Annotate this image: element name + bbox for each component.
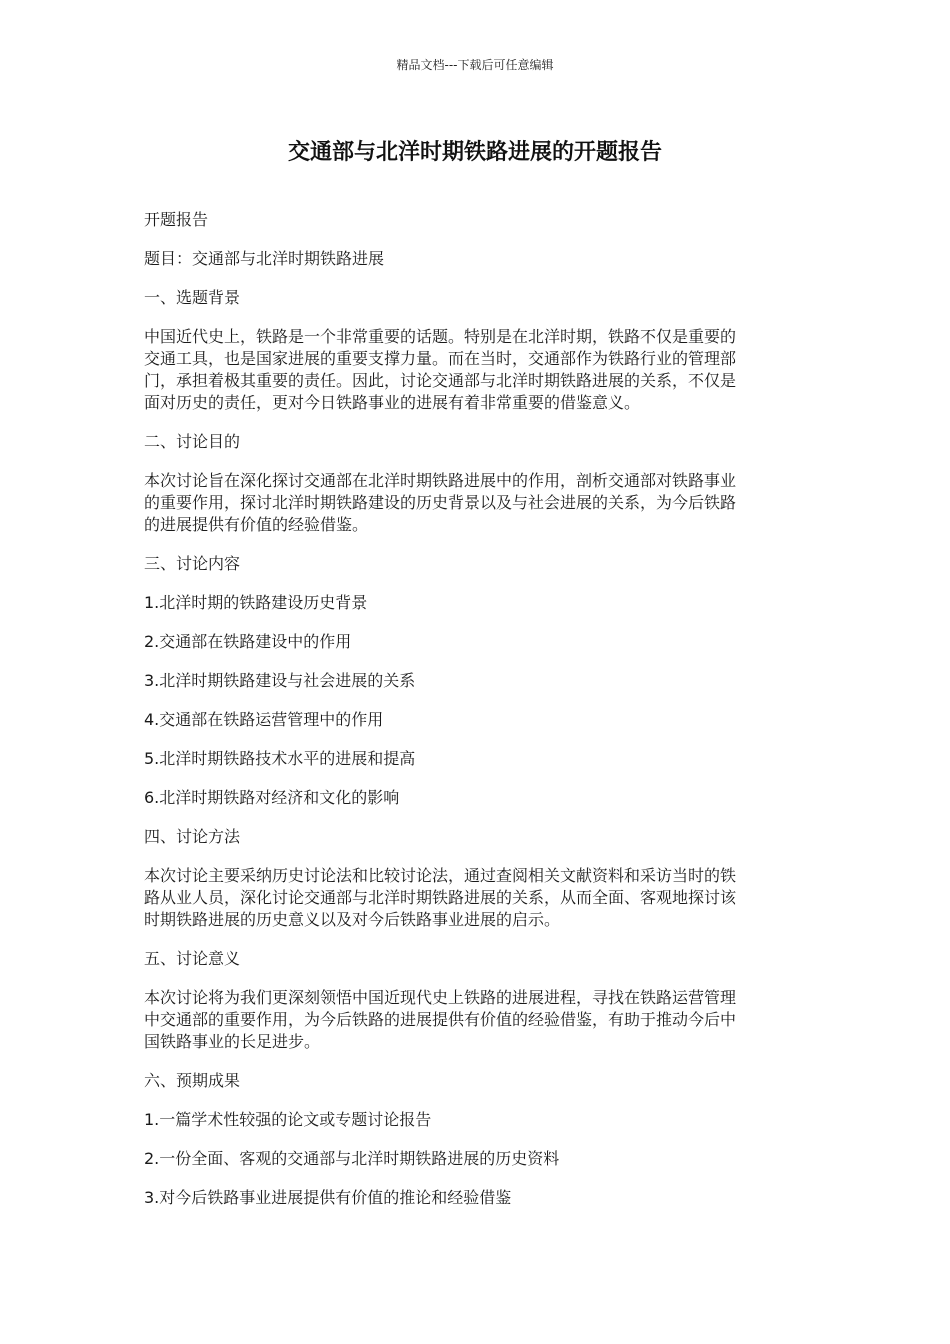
outcome-list-item: 3.对今后铁路事业进展提供有价值的推论和经验借鉴 <box>144 1188 512 1207</box>
label-kaiti-baogao: 开题报告 <box>144 210 209 229</box>
content-list-item: 2.交通部在铁路建设中的作用 <box>144 632 352 651</box>
header-note: 精品文档---下载后可任意编辑 <box>396 58 554 72</box>
section-heading-purpose: 二、讨论目的 <box>144 432 241 451</box>
section-heading-outcomes: 六、预期成果 <box>144 1071 241 1090</box>
section-heading-method: 四、讨论方法 <box>144 827 241 846</box>
section-heading-significance: 五、讨论意义 <box>144 949 241 968</box>
section-heading-background: 一、选题背景 <box>144 288 241 307</box>
method-paragraph: 本次讨论主要采纳历史讨论法和比较讨论法，通过查阅相关文献资料和采访当时的铁 路从业人员，深化讨论交通部与北洋时期铁路进展的关系，从而全面、客观地探讨该 时期铁路进展的历史意义以及对今后铁路事业进展的启示。 <box>144 866 737 929</box>
content-list-item: 4.交通部在铁路运营管理中的作用 <box>144 710 384 729</box>
significance-paragraph: 本次讨论将为我们更深刻领悟中国近现代史上铁路的进展进程，寻找在铁路运营管理 中交通部的重要作用，为今后铁路的进展提供有价值的经验借鉴，有助于推动今后中 国铁路事业的长足进步。 <box>144 988 737 1051</box>
content-list-item: 6.北洋时期铁路对经济和文化的影响 <box>144 788 400 807</box>
purpose-paragraph: 本次讨论旨在深化探讨交通部在北洋时期铁路进展中的作用，剖析交通部对铁路事业 的重要作用，探讨北洋时期铁路建设的历史背景以及与社会进展的关系，为今后铁路 的进展提供有价值的经验借鉴。 <box>144 471 737 534</box>
document-title: 交通部与北洋时期铁路进展的开题报告 <box>287 140 662 165</box>
background-paragraph: 中国近代史上，铁路是一个非常重要的话题。特别是在北洋时期，铁路不仅是重要的 交通工具，也是国家进展的重要支撑力量。而在当时，交通部作为铁路行业的管理部 门，承担着极其重要的责任。因此，讨论交通部与北洋时期铁路进展的关系，不仅是 面对历史的责任，更对今日铁路事业的进展有着非常重要的借鉴意义。 <box>144 327 737 412</box>
content-list-item: 5.北洋时期铁路技术水平的进展和提高 <box>144 749 416 768</box>
content-list-item: 3.北洋时期铁路建设与社会进展的关系 <box>144 671 416 690</box>
outcome-list-item: 1.一篇学术性较强的论文或专题讨论报告 <box>144 1110 432 1129</box>
document-body <box>144 209 796 1226</box>
topic-line: 题目：交通部与北洋时期铁路进展 <box>144 249 385 268</box>
outcome-list-item: 2.一份全面、客观的交通部与北洋时期铁路进展的历史资料 <box>144 1149 560 1168</box>
section-heading-content: 三、讨论内容 <box>144 554 241 573</box>
content-list-item: 1.北洋时期的铁路建设历史背景 <box>144 593 368 612</box>
